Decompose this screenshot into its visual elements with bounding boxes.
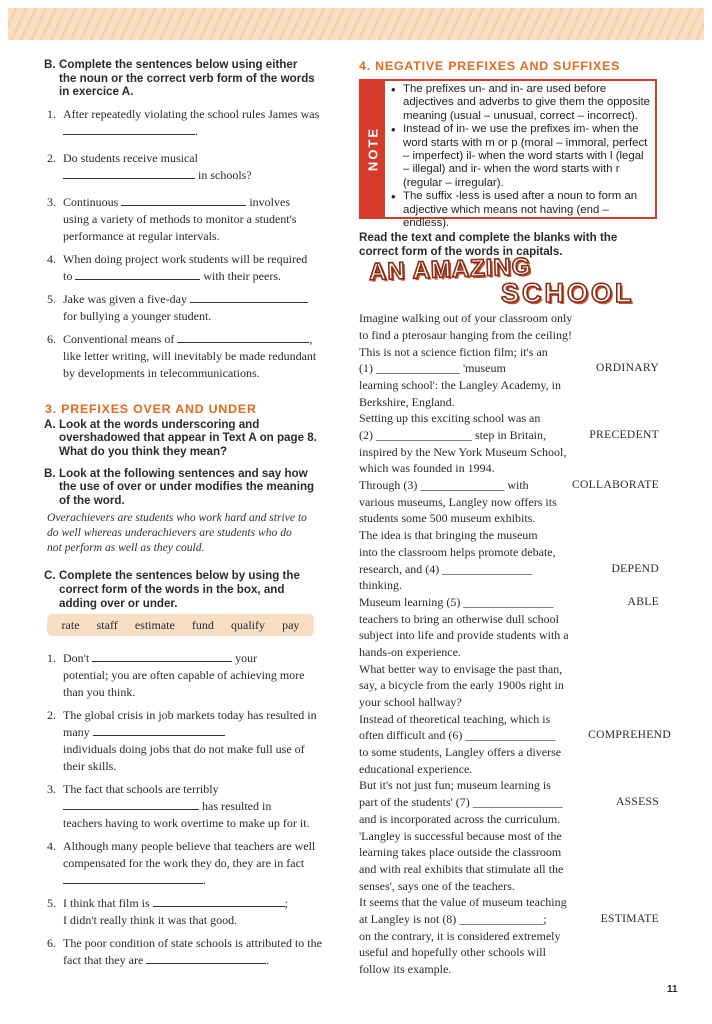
note-bullet-2: • Instead of in- we use the prefixes im- when the word starts with m or p (moral – immoral, perfect – imperfect) il- when the word starts with l (legal – illegal) and ir- when the word starts with r (regular – irregular). bbox=[391, 123, 651, 190]
exercise-b-item-3: 3. Continuous involves using a variety of methods to monitor a student's performance at regular intervals. bbox=[47, 194, 297, 243]
note-tab bbox=[361, 81, 385, 217]
article-line-gap-7: part of the students' (7) _______________ ASSESS bbox=[359, 795, 659, 810]
word-box-item: rate bbox=[61, 617, 80, 632]
article-title-graphic bbox=[359, 253, 663, 309]
answer-blank[interactable] bbox=[63, 872, 203, 884]
section-3-exercise-a: A. Look at the words underscoring and overshadowed that appear in Text A on page 8. What do you think they mean? bbox=[44, 417, 317, 458]
exercise-c-list bbox=[47, 650, 323, 969]
exercise-b-item-4: 4. When doing project work students will be required to with their peers. bbox=[47, 251, 308, 283]
article-line: useful and hopefully other schools will bbox=[359, 945, 546, 960]
answer-blank[interactable] bbox=[75, 268, 200, 280]
article-line: on the contrary, it is considered extremely bbox=[359, 928, 561, 943]
article-line-gap-2: (2) ________________ step in Britain, PRECEDENT bbox=[359, 428, 659, 442]
article-title-line-1: AN AMAZING bbox=[368, 253, 532, 287]
over-under-example-note: Overachievers are students who work hard and strive to do well whereas underachievers are students who do not perform as well as they could. bbox=[47, 511, 307, 555]
article-line: The idea is that bringing the museum bbox=[359, 528, 538, 543]
article-line: 'Langley is successful because most of the bbox=[359, 828, 562, 843]
exercise-b-heading: B. Complete the sentences below using either the noun or the correct verb form of the words in exercice A. bbox=[44, 58, 315, 99]
article-line: which was founded in 1994. bbox=[359, 461, 495, 476]
cue-word-2: PRECEDENT bbox=[589, 428, 659, 441]
answer-blank[interactable] bbox=[93, 724, 225, 736]
answer-blank[interactable] bbox=[177, 331, 309, 343]
article-line: inspired by the New York Museum School, bbox=[359, 444, 567, 459]
word-box-item: fund bbox=[191, 617, 214, 632]
word-box-item: pay bbox=[282, 617, 300, 632]
exercise-c-item-5: 5. I think that film is ; I didn't really think it was that good. bbox=[47, 896, 289, 928]
section-3-exercise-b: B. Look at the following sentences and say how the use of over or under modifies the meaning of the word. bbox=[44, 466, 315, 507]
section-3-title: 3. PREFIXES OVER AND UNDER bbox=[45, 401, 257, 416]
note-content bbox=[391, 83, 651, 230]
article-line: But it's not just fun; museum learning is bbox=[359, 778, 551, 793]
cue-word-6: COMPREHEND bbox=[588, 728, 671, 742]
cue-word-8: ESTIMATE bbox=[600, 911, 659, 925]
note-box bbox=[359, 79, 657, 230]
top-decorative-bar bbox=[8, 8, 704, 40]
article-line: thinking. bbox=[359, 578, 403, 593]
article-line: into the classroom helps promote debate, bbox=[359, 544, 556, 559]
word-box-item: staff bbox=[96, 617, 118, 632]
article-line: Imagine walking out of your classroom only bbox=[359, 311, 573, 326]
article-line: Setting up this exciting school was an bbox=[359, 411, 541, 426]
article-line-gap-8: at Langley is not (8) ______________; ESTIMATE bbox=[359, 911, 659, 926]
word-box bbox=[47, 614, 314, 636]
note-bullet-3: • The suffix -less is used after a noun to form an adjective which means not having (end – endless). bbox=[391, 190, 651, 230]
article-line: senses', says one of the teachers. bbox=[359, 878, 515, 893]
article-line: Instead of theoretical teaching, which is bbox=[359, 711, 551, 726]
article-line: learning school': the Langley Academy, in bbox=[359, 377, 561, 392]
exercise-c-item-3: 3. The fact that schools are terribly has resulted in teachers having to work overtime to make up for it. bbox=[47, 782, 310, 831]
note-bullet-1: • The prefixes un- and in- are used before adjectives and adverbs to give them the opposite meaning (usual – unusual, correct – incorrect). bbox=[391, 83, 651, 123]
answer-blank[interactable] bbox=[63, 123, 195, 135]
article-line: This is not a science fiction film; it's an bbox=[359, 344, 548, 359]
article-text bbox=[359, 310, 671, 978]
article-line: It seems that the value of museum teaching bbox=[359, 895, 567, 910]
exercise-b-item-6: 6. Conventional means of , like letter writing, will inevitably be made redundant by developments in telecommunications. bbox=[47, 331, 317, 380]
cue-word-3: COLLABORATE bbox=[571, 478, 659, 492]
exercise-c-item-1: 1. Don't your potential; you are often capable of achieving more than you think. bbox=[47, 651, 305, 700]
note-label: NOTE bbox=[365, 126, 381, 172]
article-line-gap-1: (1) ______________ 'museum ORDINARY bbox=[359, 361, 659, 376]
answer-blank[interactable] bbox=[153, 895, 285, 907]
exercise-b-item-5: 5. Jake was given a five-day for bullying a younger student. bbox=[47, 291, 323, 325]
article-line: follow its example. bbox=[359, 962, 452, 976]
left-column bbox=[44, 58, 323, 969]
article-line: subject into life and provide students with a bbox=[359, 628, 569, 643]
answer-blank[interactable] bbox=[121, 194, 246, 206]
article-line: What better way to envisage the past than, bbox=[359, 661, 563, 676]
article-line: and is incorporated across the curriculum. bbox=[359, 811, 561, 826]
right-column bbox=[359, 58, 671, 978]
answer-blank[interactable] bbox=[63, 167, 195, 179]
exercise-b-item-2: 2. Do students receive musical in schools? bbox=[47, 150, 252, 182]
article-line-gap-4: research, and (4) _______________ DEPEND bbox=[359, 561, 659, 576]
cue-word-4: DEPEND bbox=[611, 561, 659, 575]
answer-blank[interactable] bbox=[63, 798, 199, 810]
article-line: to some students, Langley offers a diverse bbox=[359, 745, 562, 760]
article-line: educational experience. bbox=[359, 761, 473, 776]
cue-word-1: ORDINARY bbox=[596, 361, 659, 375]
article-line: and with real exhibits that stimulate all the bbox=[359, 861, 564, 876]
article-line-gap-6: often difficult and (6) _______________ COMPREHEND bbox=[359, 728, 671, 743]
article-line: your school hallway? bbox=[359, 695, 462, 709]
word-box-item: qualify bbox=[231, 617, 265, 632]
section-3-exercise-c: C. Complete the sentences below by using the correct form of the words in the box, and adding over or under. bbox=[44, 569, 300, 610]
article-line: various museums, Langley now offers its bbox=[359, 494, 557, 509]
exercise-c-item-6: 6. The poor condition of state schools is attributed to the fact that they are . bbox=[47, 936, 322, 968]
answer-blank[interactable] bbox=[146, 952, 266, 964]
cue-word-7: ASSESS bbox=[615, 795, 659, 809]
article-line: say, a bicycle from the early 1900s right in bbox=[359, 678, 564, 693]
article-title-line-2: SCHOOL bbox=[501, 278, 635, 309]
cue-word-5: ABLE bbox=[627, 594, 659, 608]
page-number: 11 bbox=[667, 984, 678, 995]
article-line: students some 500 museum exhibits. bbox=[359, 511, 536, 526]
exercise-b-list bbox=[47, 106, 323, 382]
exercise-b-item-1: 1. After repeatedly violating the school rules James was . bbox=[47, 106, 320, 138]
exercise-c-item-4: 4. Although many people believe that teachers are well compensated for the work they do, they are in fact . bbox=[47, 839, 316, 888]
article-line: teachers to bring an otherwise dull school bbox=[359, 611, 559, 626]
article-line: hands-on experience. bbox=[359, 644, 461, 659]
answer-blank[interactable] bbox=[92, 650, 232, 662]
exercise-c-item-2: 2. The global crisis in job markets today has resulted in many individuals doing jobs that do not make full use of their skills. bbox=[47, 708, 317, 774]
article-line: to find a pterosaur hanging from the ceiling! bbox=[359, 327, 572, 342]
reading-instruction: Read the text and complete the blanks with the correct form of the words in capitals. bbox=[359, 231, 618, 258]
article-line: learning takes place outside the classroom bbox=[359, 845, 562, 860]
answer-blank[interactable] bbox=[190, 291, 308, 303]
section-4-title: 4. NEGATIVE PREFIXES AND SUFFIXES bbox=[359, 59, 621, 73]
article-line-gap-3: Through (3) ______________ with COLLABORATE bbox=[359, 478, 659, 493]
article-line: Berkshire, England. bbox=[359, 394, 455, 409]
article-line-gap-5: Museum learning (5) _______________ ABLE bbox=[359, 594, 659, 609]
word-box-item: estimate bbox=[134, 617, 175, 632]
